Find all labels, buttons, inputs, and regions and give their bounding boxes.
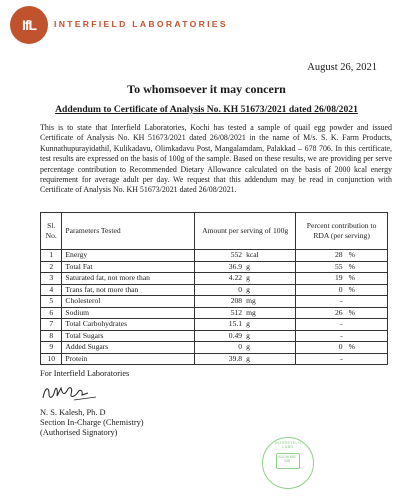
amount-value: 39.8 <box>228 353 243 363</box>
amount-value: 15.1 <box>228 319 243 329</box>
row-sl-no: 3 <box>41 273 62 285</box>
rda-value: - <box>340 296 343 306</box>
table-row <box>41 319 388 331</box>
row-parameter: Saturated fat, not more than <box>62 273 195 285</box>
row-sl-no: 5 <box>41 296 62 308</box>
rda-unit: % <box>348 261 355 271</box>
amount-value: 208 <box>230 296 243 306</box>
rda-value: 19 <box>335 273 343 283</box>
rda-unit <box>343 319 361 329</box>
table-header-row <box>41 213 388 250</box>
row-sl-no: 9 <box>41 342 62 354</box>
row-rda <box>296 353 388 365</box>
rda-unit <box>343 331 361 341</box>
rda-value: 28 <box>335 250 343 260</box>
row-rda <box>296 307 388 319</box>
rda-value: - <box>340 319 343 329</box>
row-rda <box>296 284 388 296</box>
row-rda <box>296 319 388 331</box>
row-amount <box>195 284 296 296</box>
row-sl-no: 2 <box>41 261 62 273</box>
amount-unit: g <box>246 353 250 363</box>
rda-value: 0 <box>338 284 343 294</box>
rda-unit: % <box>348 284 355 294</box>
table-row <box>41 307 388 319</box>
amount-value: 4.22 <box>228 273 243 283</box>
row-parameter: Total Fat <box>62 261 195 273</box>
body-paragraph: This is to state that Interfield Laboratories, Kochi has tested a sample of quail egg powder and issued Certificate of Analysis No. KH 51673/2021 dated 26/08/2021 in the name of M/s. S. K. Farm Products, Kunnathupurayidathil, Kulikadavu, Olimkadavu Post, Mangalamdam, Palakkad – 678 706. In this certificate, test results are expressed on the basis of 100g of the sample. Based on these results, we are providing per serve percentage contribution to Recommended Dietary Allowance calculated on the basis of 2000 kcal energy requirement for average adult per day. We request that this addendum may be read in conjunction with Certificate of Analysis No. KH 51673/2021 dated 26/08/2021. <box>40 123 392 195</box>
logo-text: IfL <box>21 17 37 33</box>
row-parameter: Total Sugars <box>62 330 195 342</box>
amount-unit: mg <box>246 307 256 317</box>
rda-value: 26 <box>335 307 343 317</box>
amount-unit: g <box>246 284 250 294</box>
row-amount <box>195 261 296 273</box>
rda-value: - <box>340 353 343 363</box>
row-parameter: Cholesterol <box>62 296 195 308</box>
rda-value: 55 <box>335 261 343 271</box>
table-row <box>41 342 388 354</box>
results-table <box>40 212 388 365</box>
row-parameter: Trans fat, not more than <box>62 284 195 296</box>
table-row <box>41 273 388 285</box>
header-amount: Amount per serving of 100g <box>195 213 296 250</box>
letter-date: August 26, 2021 <box>307 62 377 73</box>
signatory-block <box>40 408 144 439</box>
amount-unit: g <box>246 330 250 340</box>
row-sl-no: 4 <box>41 284 62 296</box>
company-logo <box>10 6 48 44</box>
table-row <box>41 261 388 273</box>
header-parameters: Parameters Tested <box>62 213 195 250</box>
rda-unit <box>343 296 361 306</box>
row-amount <box>195 319 296 331</box>
rda-unit <box>343 354 361 364</box>
rda-unit: % <box>348 307 355 317</box>
row-sl-no: 1 <box>41 250 62 262</box>
row-rda <box>296 296 388 308</box>
amount-value: 552 <box>230 250 243 260</box>
amount-value: 0.49 <box>228 330 243 340</box>
seal-middle-text: KOCHI 682 036 <box>278 455 296 464</box>
table-row <box>41 330 388 342</box>
row-parameter: Protein <box>62 353 195 365</box>
rda-value: - <box>340 330 343 340</box>
row-sl-no: 7 <box>41 319 62 331</box>
table-row <box>41 353 388 365</box>
amount-value: 0 <box>238 342 243 352</box>
row-amount <box>195 296 296 308</box>
header-rda: Percent contribution to RDA (per serving) <box>296 213 388 250</box>
amount-value: 36.9 <box>228 261 243 271</box>
amount-unit: g <box>246 342 250 352</box>
letter-subheading: Addendum to Certificate of Analysis No. KH 51673/2021 dated 26/08/2021 <box>55 104 358 115</box>
amount-unit: g <box>246 273 250 283</box>
signatory-for-line: For Interfield Laboratories <box>40 369 130 378</box>
signatory-role: Section In-Charge (Chemistry) <box>40 418 144 428</box>
amount-unit: mg <box>246 296 256 306</box>
table-row <box>41 250 388 262</box>
signatory-authority: (Authorised Signatory) <box>40 428 118 438</box>
row-rda <box>296 273 388 285</box>
row-amount <box>195 250 296 262</box>
row-parameter: Total Carbohydrates <box>62 319 195 331</box>
amount-value: 512 <box>230 307 243 317</box>
row-sl-no: 8 <box>41 330 62 342</box>
signatory-name: N. S. Kalesh, Ph. D <box>40 408 106 417</box>
amount-unit: kcal <box>246 250 259 260</box>
letter-heading: To whomsoever it may concern <box>127 82 286 96</box>
row-rda <box>296 250 388 262</box>
row-amount <box>195 353 296 365</box>
table-row <box>41 284 388 296</box>
company-name: INTERFIELD LABORATORIES <box>54 19 228 29</box>
amount-unit: g <box>246 261 250 271</box>
row-rda <box>296 261 388 273</box>
handwritten-signature <box>40 381 102 405</box>
table-row <box>41 296 388 308</box>
row-amount <box>195 307 296 319</box>
row-rda <box>296 330 388 342</box>
table-body <box>41 250 388 365</box>
amount-unit: g <box>246 319 250 329</box>
row-amount <box>195 342 296 354</box>
rda-unit: % <box>348 342 355 352</box>
rda-value: 0 <box>338 342 343 352</box>
row-rda <box>296 342 388 354</box>
row-sl-no: 10 <box>41 353 62 365</box>
row-parameter: Sodium <box>62 307 195 319</box>
header-sl-no: Sl. No. <box>41 213 62 250</box>
rda-unit: % <box>348 273 355 283</box>
rda-unit: % <box>348 250 355 260</box>
seal-top-text: INTERFIELD LABO <box>274 441 302 449</box>
row-amount <box>195 273 296 285</box>
row-amount <box>195 330 296 342</box>
row-parameter: Added Sugars <box>62 342 195 354</box>
row-parameter: Energy <box>62 250 195 262</box>
amount-value: 0 <box>238 284 243 294</box>
row-sl-no: 6 <box>41 307 62 319</box>
